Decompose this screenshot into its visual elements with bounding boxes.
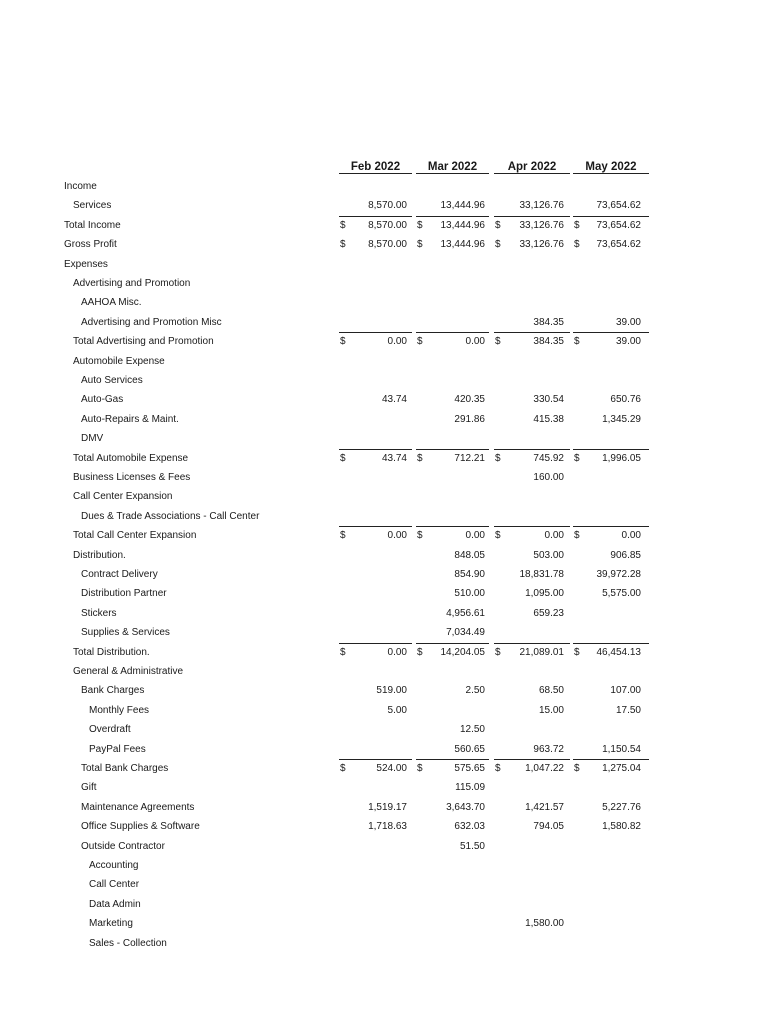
amount-cell: 5,227.76 <box>602 801 641 813</box>
amount-cell: 503.00 <box>533 549 564 561</box>
header-underline <box>494 173 570 174</box>
amount-cell: 1,275.04 <box>602 763 641 774</box>
total-row <box>0 332 768 351</box>
currency-symbol: $ <box>574 452 580 464</box>
report-row <box>0 837 768 856</box>
amount-cell: 1,150.54 <box>602 743 641 755</box>
row-label: Accounting <box>89 860 139 871</box>
amount-cell: 291.86 <box>454 413 485 425</box>
report-row <box>0 856 768 875</box>
column-header-feb-2022: Feb 2022 <box>350 161 401 173</box>
row-label: Monthly Fees <box>89 704 150 716</box>
total-rule <box>339 332 412 333</box>
total-rule <box>339 643 412 644</box>
total-rule <box>494 216 570 217</box>
row-label: Total Bank Charges <box>81 763 169 774</box>
report-row <box>0 410 768 429</box>
amount-cell: 51.50 <box>459 840 485 852</box>
amount-cell: 560.65 <box>454 743 485 755</box>
row-label: Supplies & Services <box>81 627 170 639</box>
currency-symbol: $ <box>574 530 580 542</box>
header-underline <box>416 173 489 174</box>
report-row <box>0 798 768 817</box>
amount-cell: 43.74 <box>381 394 407 406</box>
amount-cell: 1,421.57 <box>525 801 564 813</box>
currency-symbol: $ <box>574 763 580 774</box>
total-rule <box>494 759 570 760</box>
amount-cell: 3,643.70 <box>446 801 485 813</box>
amount-cell: 0.00 <box>465 530 485 542</box>
currency-symbol: $ <box>340 239 346 251</box>
total-row <box>0 643 768 662</box>
report-row <box>0 352 768 371</box>
total-rule <box>416 216 489 217</box>
total-rule <box>494 526 570 527</box>
amount-cell: 650.76 <box>610 394 641 406</box>
amount-cell: 330.54 <box>533 394 564 406</box>
amount-cell: 39,972.28 <box>596 569 641 580</box>
currency-symbol: $ <box>495 763 501 774</box>
currency-symbol: $ <box>574 646 580 658</box>
total-rule <box>416 449 489 450</box>
row-label: Advertising and Promotion <box>73 278 191 289</box>
total-rule <box>573 643 649 644</box>
amount-cell: 1,996.05 <box>602 452 641 464</box>
currency-symbol: $ <box>340 336 346 348</box>
total-rule <box>573 449 649 450</box>
amount-cell: 17.50 <box>615 704 641 716</box>
amount-cell: 794.05 <box>533 821 564 833</box>
currency-symbol: $ <box>574 336 580 348</box>
row-label: Office Supplies & Software <box>81 821 200 833</box>
report-row <box>0 255 768 274</box>
total-rule <box>573 759 649 760</box>
currency-symbol: $ <box>574 219 580 231</box>
row-label: Distribution. <box>73 549 126 561</box>
row-label: Total Income <box>64 219 121 231</box>
amount-cell: 0.00 <box>544 530 564 542</box>
total-rule <box>573 332 649 333</box>
report-row <box>0 313 768 332</box>
report-row <box>0 895 768 914</box>
currency-symbol: $ <box>417 219 423 231</box>
amount-cell: 963.72 <box>533 743 564 755</box>
total-row <box>0 759 768 778</box>
report-row <box>0 293 768 312</box>
amount-cell: 906.85 <box>610 549 641 561</box>
amount-cell: 1,345.29 <box>602 413 641 425</box>
total-rule <box>339 216 412 217</box>
row-label: Total Automobile Expense <box>73 452 189 464</box>
amount-cell: 0.00 <box>387 646 407 658</box>
total-rule <box>339 449 412 450</box>
row-label: Automobile Expense <box>73 355 165 367</box>
amount-cell: 745.92 <box>533 452 564 464</box>
amount-cell: 39.00 <box>615 336 641 348</box>
amount-cell: 15.00 <box>538 704 564 716</box>
currency-symbol: $ <box>495 336 501 348</box>
amount-cell: 1,047.22 <box>525 763 564 774</box>
row-label: Income <box>64 181 97 192</box>
report-row <box>0 604 768 623</box>
amount-cell: 659.23 <box>533 607 564 619</box>
amount-cell: 13,444.96 <box>440 239 485 251</box>
amount-cell: 0.00 <box>387 530 407 542</box>
amount-cell: 13,444.96 <box>440 200 485 212</box>
row-label: PayPal Fees <box>89 743 146 755</box>
amount-cell: 2.50 <box>465 685 485 697</box>
report-row <box>0 875 768 894</box>
header-underline <box>573 173 649 174</box>
currency-symbol: $ <box>495 646 501 658</box>
amount-cell: 160.00 <box>533 472 564 483</box>
total-rule <box>416 643 489 644</box>
amount-cell: 18,831.78 <box>519 569 564 580</box>
row-label: Maintenance Agreements <box>81 801 195 813</box>
total-rule <box>494 449 570 450</box>
report-row <box>0 507 768 526</box>
report-row <box>0 196 768 215</box>
row-label: Overdraft <box>89 724 131 736</box>
report-row <box>0 623 768 642</box>
row-label: Marketing <box>89 918 133 930</box>
row-label: General & Administrative <box>73 666 184 677</box>
row-label: Gross Profit <box>64 239 117 251</box>
report-row <box>0 177 768 196</box>
amount-cell: 8,570.00 <box>368 219 407 231</box>
amount-cell: 21,089.01 <box>519 646 564 658</box>
row-label: Sales - Collection <box>89 937 167 949</box>
amount-cell: 5,575.00 <box>602 588 641 600</box>
amount-cell: 73,654.62 <box>596 200 641 212</box>
row-label: Call Center <box>89 879 140 891</box>
amount-cell: 420.35 <box>454 394 485 406</box>
amount-cell: 632.03 <box>454 821 485 833</box>
currency-symbol: $ <box>340 530 346 542</box>
amount-cell: 13,444.96 <box>440 219 485 231</box>
amount-cell: 46,454.13 <box>596 646 641 658</box>
report-row <box>0 371 768 390</box>
row-label: DMV <box>81 433 104 445</box>
column-header-may-2022: May 2022 <box>585 161 637 173</box>
row-label: Contract Delivery <box>81 569 158 580</box>
row-label: Call Center Expansion <box>73 491 173 503</box>
total-rule <box>573 526 649 527</box>
row-label: AAHOA Misc. <box>81 297 142 309</box>
currency-symbol: $ <box>495 239 501 251</box>
amount-cell: 0.00 <box>621 530 641 542</box>
report-row <box>0 468 768 487</box>
amount-cell: 68.50 <box>538 685 564 697</box>
currency-symbol: $ <box>417 530 423 542</box>
row-label: Auto Services <box>81 375 143 386</box>
total-rule <box>339 526 412 527</box>
amount-cell: 519.00 <box>376 685 407 697</box>
currency-symbol: $ <box>495 219 501 231</box>
amount-cell: 848.05 <box>454 549 485 561</box>
row-label: Outside Contractor <box>81 840 165 852</box>
currency-symbol: $ <box>574 239 580 251</box>
total-rule <box>416 526 489 527</box>
total-rule <box>339 759 412 760</box>
amount-cell: 73,654.62 <box>596 239 641 251</box>
header-underline <box>339 173 412 174</box>
total-row <box>0 449 768 468</box>
amount-cell: 33,126.76 <box>519 239 564 251</box>
row-label: Gift <box>81 782 97 794</box>
report-row <box>0 487 768 506</box>
amount-cell: 43.74 <box>381 452 407 464</box>
total-rule <box>494 643 570 644</box>
total-rule <box>573 216 649 217</box>
amount-cell: 415.38 <box>533 413 564 425</box>
report-row <box>0 565 768 584</box>
amount-cell: 39.00 <box>615 316 641 328</box>
row-label: Stickers <box>81 607 117 619</box>
amount-cell: 115.09 <box>455 782 485 794</box>
row-label: Total Distribution. <box>73 646 150 658</box>
amount-cell: 4,956.61 <box>446 607 485 619</box>
amount-cell: 0.00 <box>465 336 485 348</box>
amount-cell: 5.00 <box>387 704 407 716</box>
amount-cell: 384.35 <box>533 316 564 328</box>
total-row <box>0 235 768 254</box>
report-row <box>0 778 768 797</box>
currency-symbol: $ <box>417 646 423 658</box>
amount-cell: 107.00 <box>610 685 641 697</box>
row-label: Auto-Gas <box>81 394 124 406</box>
total-row <box>0 526 768 545</box>
amount-cell: 712.21 <box>454 452 485 464</box>
amount-cell: 854.90 <box>454 569 485 580</box>
amount-cell: 8,570.00 <box>368 239 407 251</box>
currency-symbol: $ <box>417 763 423 774</box>
report-row <box>0 914 768 933</box>
amount-cell: 1,580.00 <box>525 918 564 930</box>
amount-cell: 510.00 <box>454 588 485 600</box>
currency-symbol: $ <box>340 763 346 774</box>
total-rule <box>416 759 489 760</box>
row-label: Expenses <box>64 258 108 270</box>
report-row <box>0 390 768 409</box>
report-row <box>0 546 768 565</box>
report-row <box>0 662 768 681</box>
row-label: Advertising and Promotion Misc <box>81 316 222 328</box>
amount-cell: 12.50 <box>459 724 485 736</box>
report-row <box>0 701 768 720</box>
amount-cell: 1,519.17 <box>368 801 407 813</box>
report-row <box>0 934 768 953</box>
row-label: Business Licenses & Fees <box>73 472 191 483</box>
amount-cell: 7,034.49 <box>446 627 485 639</box>
amount-cell: 8,570.00 <box>368 200 407 212</box>
row-label: Total Call Center Expansion <box>73 530 197 542</box>
row-label: Bank Charges <box>81 685 145 697</box>
row-label: Dues & Trade Associations - Call Center <box>81 510 260 522</box>
amount-cell: 1,580.82 <box>602 821 641 833</box>
amount-cell: 1,718.63 <box>368 821 407 833</box>
currency-symbol: $ <box>340 646 346 658</box>
amount-cell: 14,204.05 <box>440 646 485 658</box>
currency-symbol: $ <box>417 336 423 348</box>
amount-cell: 73,654.62 <box>596 219 641 231</box>
amount-cell: 524.00 <box>376 763 407 774</box>
total-rule <box>494 332 570 333</box>
amount-cell: 384.35 <box>533 336 564 348</box>
currency-symbol: $ <box>417 452 423 464</box>
currency-symbol: $ <box>340 219 346 231</box>
currency-symbol: $ <box>417 239 423 251</box>
amount-cell: 575.65 <box>454 763 485 774</box>
report-row <box>0 740 768 759</box>
row-label: Services <box>73 200 112 212</box>
currency-symbol: $ <box>495 452 501 464</box>
column-header-apr-2022: Apr 2022 <box>507 161 557 173</box>
report-row <box>0 681 768 700</box>
row-label: Auto-Repairs & Maint. <box>81 413 179 425</box>
row-label: Total Advertising and Promotion <box>73 336 214 348</box>
report-row <box>0 429 768 448</box>
row-label: Data Admin <box>89 898 141 910</box>
report-row <box>0 584 768 603</box>
amount-cell: 1,095.00 <box>525 588 564 600</box>
total-rule <box>416 332 489 333</box>
amount-cell: 33,126.76 <box>519 200 564 212</box>
row-label: Distribution Partner <box>81 588 167 600</box>
amount-cell: 33,126.76 <box>519 219 564 231</box>
report-row <box>0 817 768 836</box>
report-row <box>0 274 768 293</box>
currency-symbol: $ <box>495 530 501 542</box>
amount-cell: 0.00 <box>387 336 407 348</box>
total-row <box>0 216 768 235</box>
report-row <box>0 720 768 739</box>
column-header-mar-2022: Mar 2022 <box>427 161 478 173</box>
currency-symbol: $ <box>340 452 346 464</box>
